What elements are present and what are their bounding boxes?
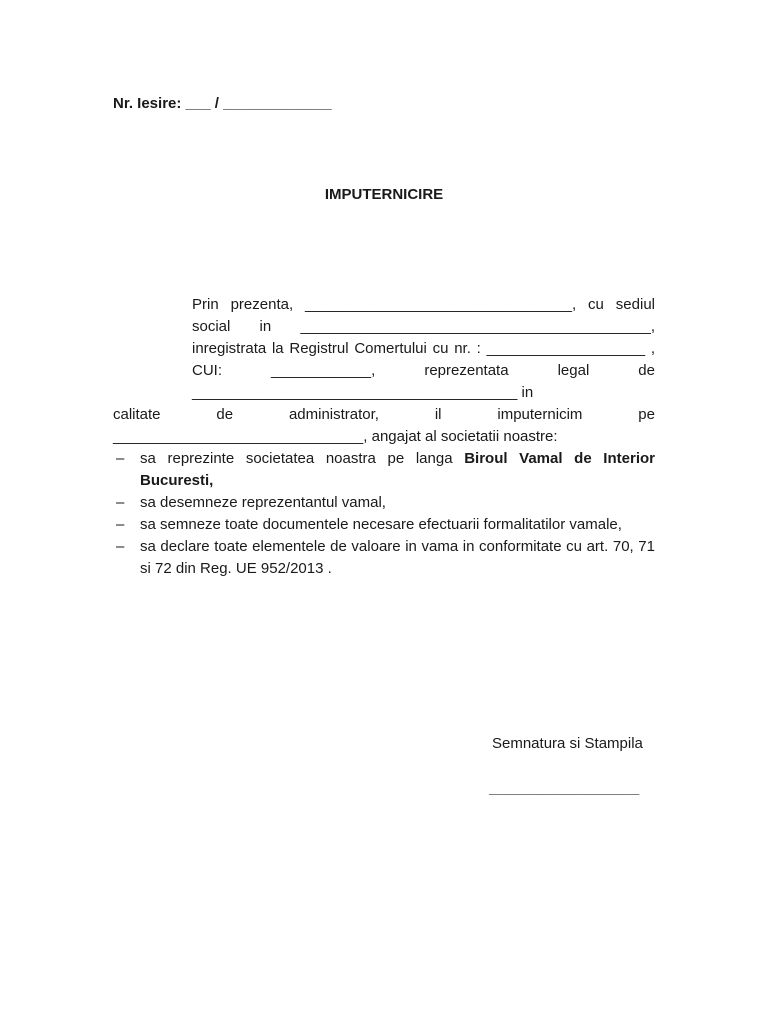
exit-number-separator: / [214,95,219,112]
word: il [434,406,442,423]
list-item [113,536,655,580]
registry-number-blank: ___________________ [486,340,646,357]
signature-blank: __________________ [489,780,640,797]
signature-label: Semnatura si Stampila [492,735,643,752]
exit-number-line [113,95,332,112]
list-item [113,492,655,514]
text-fragment: in [517,384,534,401]
document-title: IMPUTERNICIRE [324,186,444,203]
exit-date-blank: _____________ [223,95,332,112]
company-name-blank: ________________________________ [305,296,572,313]
word: imputernicim [497,406,583,423]
mandate-paragraph [113,294,655,404]
powers-list [113,448,655,580]
text-fragment: , CUI: [192,340,655,379]
document-body [113,294,655,580]
text-fragment: , cu sediul social in [192,296,655,335]
dash-bullet: – [116,494,125,511]
list-item [113,514,655,536]
text-fragment: , inregistrata la Registrul Comertului cu nr. : [192,318,655,357]
word: pe [638,406,655,423]
text-fragment: , reprezentata legal de [371,362,655,379]
text-fragment: Prin prezenta, [192,296,306,313]
mandate-paragraph-end [113,426,655,448]
employee-name-blank: ______________________________ [113,428,364,445]
justified-line [113,404,655,426]
word: calitate [113,406,161,423]
list-item-text: sa desemneze reprezentantul vamal, [140,494,386,511]
dash-bullet: – [116,516,125,533]
text-fragment: , angajat al societatii noastre: [363,428,558,445]
exit-number-blank: ___ [185,95,211,112]
list-item [113,448,655,492]
cui-blank: ____________ [271,362,372,379]
customs-office-name: Biroul Vamal de Interior Bucuresti, [140,450,655,489]
word: administrator, [288,406,379,423]
legal-representative-blank: _______________________________________ [192,384,518,401]
dash-bullet: – [116,450,125,467]
list-item-text: sa semneze toate documentele necesare efectuarii formalitatilor vamale, [140,516,622,533]
list-item-text: sa reprezinte societatea noastra pe langa [140,450,465,467]
dash-bullet: – [116,538,125,555]
headquarters-blank: __________________________________________ [300,318,651,335]
word: de [216,406,234,423]
exit-number-label: Nr. Iesire: [113,95,182,112]
list-item-text: sa declare toate elementele de valoare in vama in conformitate cu art. 70, 71 si 72 din Reg. UE 952/2013 . [140,538,655,577]
